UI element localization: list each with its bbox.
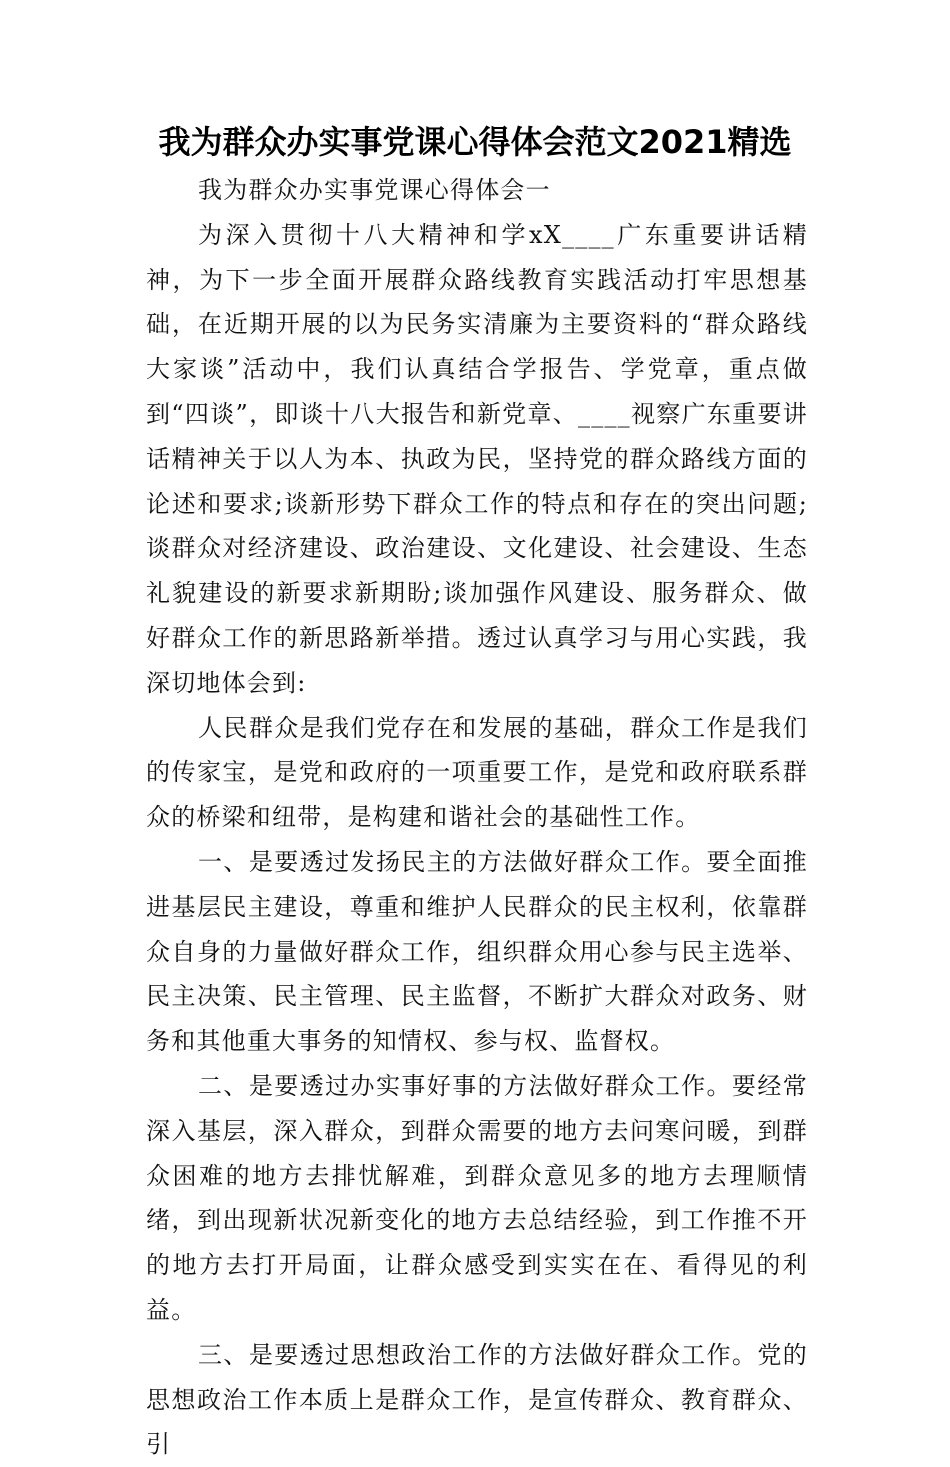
paragraph-point-two: 二、是要透过办实事好事的方法做好群众工作。要经常深入基层，深入群众，到群众需要的地方去问寒问暖，到群众困难的地方去排忧解难，到群众意见多的地方去理顺情绪，到出现新状况新变化的地方去总结经验，到工作推不开的地方去打开局面，让群众感受到实实在在、看得见的利益。	[146, 1071, 808, 1324]
paragraph-foundation: 人民群众是我们党存在和发展的基础，群众工作是我们的传家宝，是党和政府的一项重要工作，是党和政府联系群众的桥梁和纽带，是构建和谐社会的基础性工作。	[146, 713, 808, 832]
document-body	[146, 168, 808, 1467]
document-title: 我为群众办实事党课心得体会范文2021精选	[158, 123, 792, 161]
paragraph-point-one: 一、是要透过发扬民主的方法做好群众工作。要全面推进基层民主建设，尊重和维护人民群众的民主权利，依靠群众自身的力量做好群众工作，组织群众用心参与民主选举、民主决策、民主管理、民主监督，不断扩大群众对政务、财务和其他重大事务的知情权、参与权、监督权。	[146, 847, 808, 1056]
section-heading: 我为群众办实事党课心得体会一	[198, 176, 551, 204]
paragraph-point-three: 三、是要透过思想政治工作的方法做好群众工作。党的思想政治工作本质上是群众工作，是宣传群众、教育群众、引	[146, 1340, 808, 1459]
paragraph-intro: 为深入贯彻十八大精神和学xX____广东重要讲话精神，为下一步全面开展群众路线教育实践活动打牢思想基础，在近期开展的以为民务实清廉为主要资料的“群众路线大家谈”活动中，我们认真结合学报告、学党章，重点做到“四谈”，即谈十八大报告和新党章、____视察广东重要讲话精神关于以人为本、执政为民，坚持党的群众路线方面的论述和要求;谈新形势下群众工作的特点和存在的突出问题;谈群众对经济建设、政治建设、文化建设、社会建设、生态礼貌建设的新要求新期盼;谈加强作风建设、服务群众、做好群众工作的新思路新举措。透过认真学习与用心实践，我深切地体会到:	[146, 220, 808, 697]
